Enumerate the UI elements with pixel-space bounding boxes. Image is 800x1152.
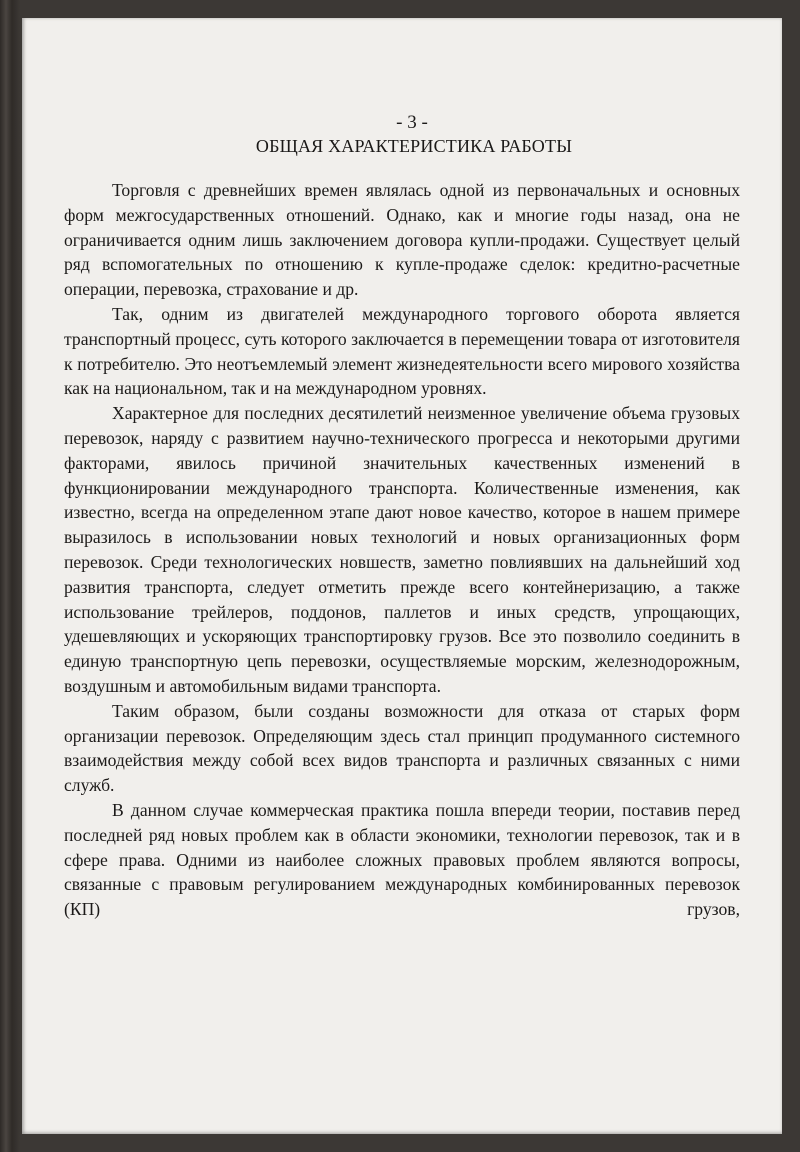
paragraph-commercial-practice: В данном случае коммерческая практика пошла впереди теории, поставив перед последней ряд новых проблем как в области экономики, технологии перевозок, так и в сфере права. Одними из наиболее сложных правовых проблем являются вопросы, связанные с правовым регулированием международных комбинированных перевозок (КП) грузов, — [64, 799, 740, 920]
paragraph-organization-forms: Таким образом, были созданы возможности для отказа от старых форм организации перевозок. Определяющим здесь стал принцип продуманного системного взаимодействия между собой всех видов транспорта и различных связанных с ними служб. — [64, 700, 740, 796]
body-text — [64, 178, 740, 922]
paragraph-transport-process: Так, одним из двигателей международного торгового оборота является транспортный процесс, суть которого заключается в перемещении товара от изготовителя к потребителю. Это неотъемлемый элемент жизнедеятельности всего мирового хозяйства как на национальном, так и на международном уровнях. — [64, 303, 740, 399]
section-heading: ОБЩАЯ ХАРАКТЕРИСТИКА РАБОТЫ — [255, 136, 573, 156]
paragraph-trade-history: Торговля с древнейших времен являлась одной из первоначальных и основных форм межгосударственных отношений. Однако, как и многие годы назад, она не ограничивается одним лишь заключением договора купли-продажи. Существует целый ряд вспомогательных по отношению к купле-продаже сделок: кредитно-расчетные операции, перевозка, страхование и др. — [64, 180, 740, 300]
page-number: - 3 - — [396, 112, 428, 133]
document-page — [22, 18, 782, 1134]
paragraph-cargo-volume: Характерное для последних десятилетий неизменное увеличение объема грузовых перевозок, наряду с развитием научно-технического прогресса и некоторыми другими факторами, явилось причиной значительных качественных изменений в функционировании международного транспорта. Количественные изменения, как известно, всегда на определенном этапе дают новое качество, которое в нашем примере выразилось в использовании новых технологий и новых организационных форм перевозок. Среди технологических новшеств, заметно повлиявших на дальнейший ход развития транспорта, следует отметить прежде всего контейнеризацию, а также использование трейлеров, поддонов, паллетов и иных средств, упрощающих, удешевляющих и ускоряющих транспортировку грузов. Все это позволило соединить в единую транспортную цепь перевозки, осуществляемые морским, железнодорожным, воздушным и автомобильным видами транспорта. — [64, 403, 740, 696]
